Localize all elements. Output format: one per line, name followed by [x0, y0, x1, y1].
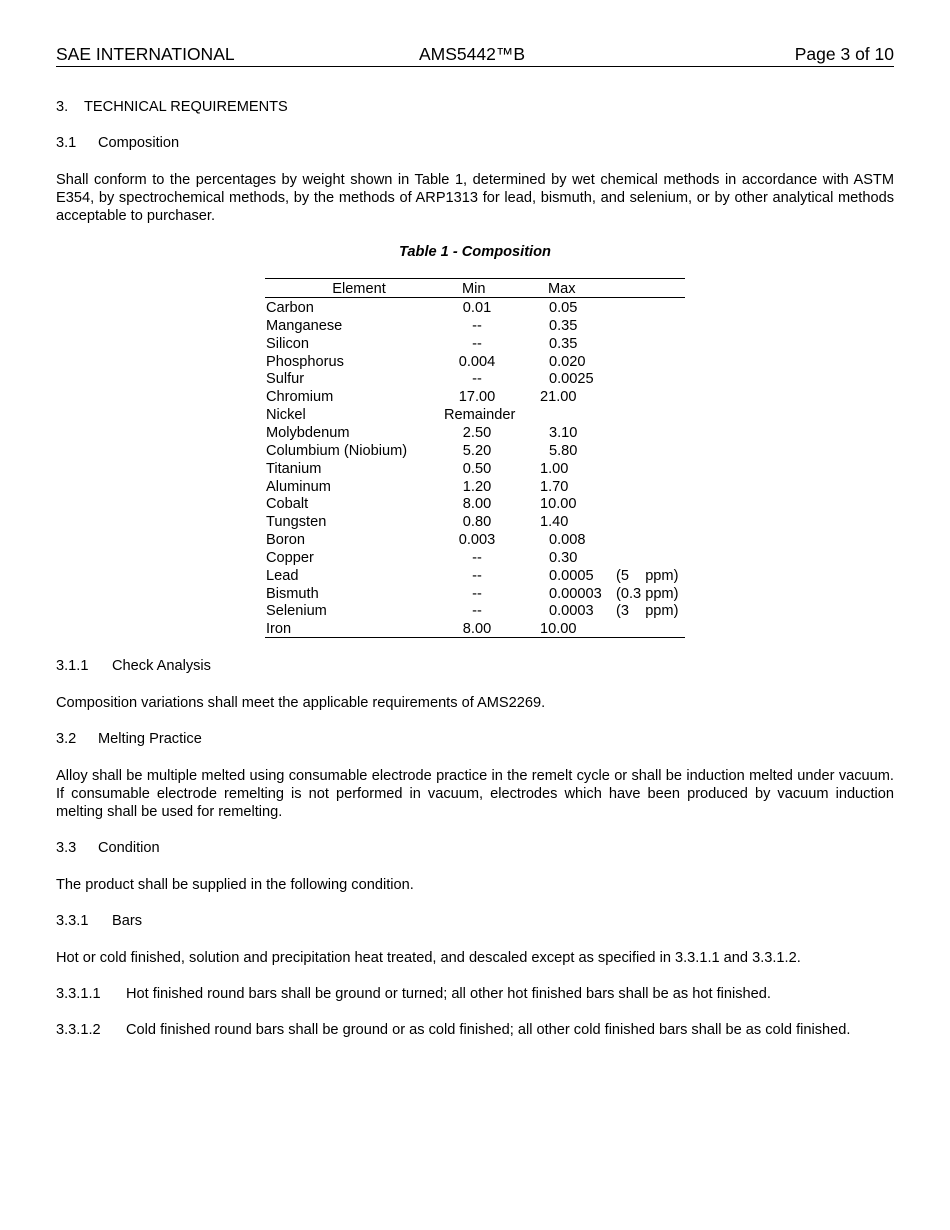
table-header-max: Max	[548, 281, 576, 297]
table-cell-max: 0.35	[549, 317, 578, 334]
table-cell-note: (0.3 ppm)	[616, 585, 679, 602]
table-cell-element: Chromium	[266, 389, 334, 406]
table-cell-min: --	[472, 335, 482, 352]
page-header	[56, 44, 894, 67]
table-header-min: Min	[462, 281, 486, 297]
table-cell-element: Lead	[266, 567, 299, 584]
table-cell-max: 0.0003	[549, 603, 594, 620]
table-caption: Table 1 - Composition	[399, 244, 551, 260]
section-title: TECHNICAL REQUIREMENTS	[84, 99, 288, 115]
table-cell-min: --	[472, 585, 482, 602]
section-3-3-1-heading	[56, 912, 142, 930]
section-3-3-1-2	[56, 1021, 850, 1039]
section-number: 3.3.1	[56, 913, 89, 929]
table-cell-min: 0.01	[462, 300, 492, 316]
table-cell-element: Carbon	[266, 300, 314, 316]
table-cell-max: 1.70	[540, 478, 569, 495]
section-3-3-1-body: Hot or cold finished, solution and precipitation heat treated, and descaled except as specified in 3.3.1.1 and 3.3.1.2.	[56, 950, 801, 966]
section-number: 3.3.1.2	[56, 1022, 101, 1038]
table-cell-min: 8.00	[462, 621, 492, 638]
table-cell-element: Tungsten	[266, 514, 327, 531]
section-number: 3.3	[56, 840, 77, 856]
table-cell-max: 0.0025	[549, 371, 594, 388]
section-number: 3.1.1	[56, 658, 89, 674]
section-body: Hot finished round bars shall be ground or turned; all other hot finished bars shall be as hot finished.	[126, 986, 771, 1002]
table-cell-min: 8.00	[462, 496, 492, 513]
table-cell-element: Manganese	[266, 317, 343, 334]
table-cell-note: (3 ppm)	[616, 603, 679, 620]
table-cell-element: Aluminum	[266, 478, 331, 495]
section-title: Bars	[112, 913, 143, 929]
table-cell-element: Selenium	[266, 603, 327, 620]
table-cell-max: 0.020	[549, 353, 586, 370]
table-cell-max: 21.00	[540, 389, 577, 406]
section-title: Composition	[98, 135, 180, 151]
section-3-3-1-1	[56, 985, 771, 1003]
table-cell-element: Boron	[266, 532, 305, 549]
table-cell-min: 2.50	[462, 424, 492, 441]
table-cell-element: Phosphorus	[266, 353, 344, 370]
section-3-1-heading	[56, 134, 179, 152]
section-title: Melting Practice	[98, 731, 202, 747]
table-cell-min: 0.004	[458, 353, 496, 370]
table-cell-min: --	[472, 603, 482, 620]
section-number: 3.2	[56, 731, 77, 747]
table-cell-element: Iron	[266, 621, 292, 638]
table-cell-max: 0.35	[549, 335, 578, 352]
table-cell-min: 0.003	[458, 532, 496, 549]
table-cell-min: 1.20	[462, 478, 492, 495]
table-cell-max: 0.008	[549, 532, 586, 549]
header-org: SAE INTERNATIONAL	[56, 44, 235, 64]
table-cell-max: 10.00	[540, 496, 577, 513]
table-cell-min: 5.20	[462, 442, 492, 459]
table-cell-element: Cobalt	[266, 496, 309, 513]
section-3-heading	[56, 98, 288, 116]
table-cell-max: 3.10	[549, 424, 578, 441]
section-title: Check Analysis	[112, 658, 211, 674]
table-cell-element: Titanium	[266, 460, 322, 477]
table-cell-max: 5.80	[549, 442, 578, 459]
table-cell-max: 1.00	[540, 460, 569, 477]
section-number: 3.3.1.1	[56, 986, 101, 1002]
table-header-element: Element	[332, 281, 386, 297]
table-header-rule	[265, 297, 685, 298]
section-3-3-heading	[56, 839, 160, 857]
section-body: Cold finished round bars shall be ground or as cold finished; all other cold finished bars shall be as cold finished.	[126, 1022, 851, 1038]
section-number: 3.1	[56, 135, 77, 151]
section-3-3-body: The product shall be supplied in the following condition.	[56, 877, 414, 893]
table-cell-min: 17.00	[458, 389, 496, 406]
table-cell-max: 0.0005	[549, 567, 594, 584]
section-3-1-1-heading	[56, 657, 211, 675]
table-cell-min: --	[472, 549, 482, 566]
table-cell-min: 0.80	[462, 514, 492, 531]
table-cell-min: 0.50	[462, 460, 492, 477]
table-cell-element: Silicon	[266, 335, 309, 352]
table-cell-element: Columbium (Niobium)	[266, 442, 408, 459]
table-cell-max: 0.00003	[549, 585, 602, 602]
table-cell-max: 10.00	[540, 621, 577, 638]
table-cell-max: 1.40	[540, 514, 569, 531]
table-cell-min: --	[472, 567, 482, 584]
section-number: 3.	[56, 99, 69, 115]
table-cell-note: (5 ppm)	[616, 567, 679, 584]
table-cell-min: Remainder	[444, 407, 516, 424]
section-3-1-body: Shall conform to the percentages by weight shown in Table 1, determined by wet chemical methods in accordance with ASTM E354, by spectrochemical methods, by the methods of ARP1313 for lead, bismuth, and selenium, or by other analytical methods acceptable to purchaser.	[56, 172, 894, 224]
header-page-number: Page 3 of 10	[794, 44, 894, 64]
table-cell-max: 0.30	[549, 549, 578, 566]
section-title: Condition	[98, 840, 160, 856]
table-cell-max: 0.05	[549, 300, 578, 316]
table-cell-element: Copper	[266, 549, 314, 566]
table-top-rule	[265, 278, 685, 279]
section-3-2-heading	[56, 730, 202, 748]
header-doc-number: AMS5442™B	[419, 44, 526, 64]
table-cell-element: Molybdenum	[266, 424, 350, 441]
table-cell-min: --	[472, 371, 482, 388]
table-cell-element: Nickel	[266, 407, 306, 424]
table-bottom-rule	[265, 637, 685, 638]
table-cell-element: Sulfur	[266, 371, 305, 388]
section-3-2-body: Alloy shall be multiple melted using consumable electrode practice in the remelt cycle or shall be induction melted under vacuum. If consumable electrode remelting is not performed in vacuum, electrodes which have been produced by vacuum induction melting shall be used for remelting.	[56, 768, 894, 820]
section-3-1-1-body: Composition variations shall meet the applicable requirements of AMS2269.	[56, 695, 546, 711]
table-cell-element: Bismuth	[266, 585, 319, 602]
table-cell-min: --	[472, 317, 482, 334]
